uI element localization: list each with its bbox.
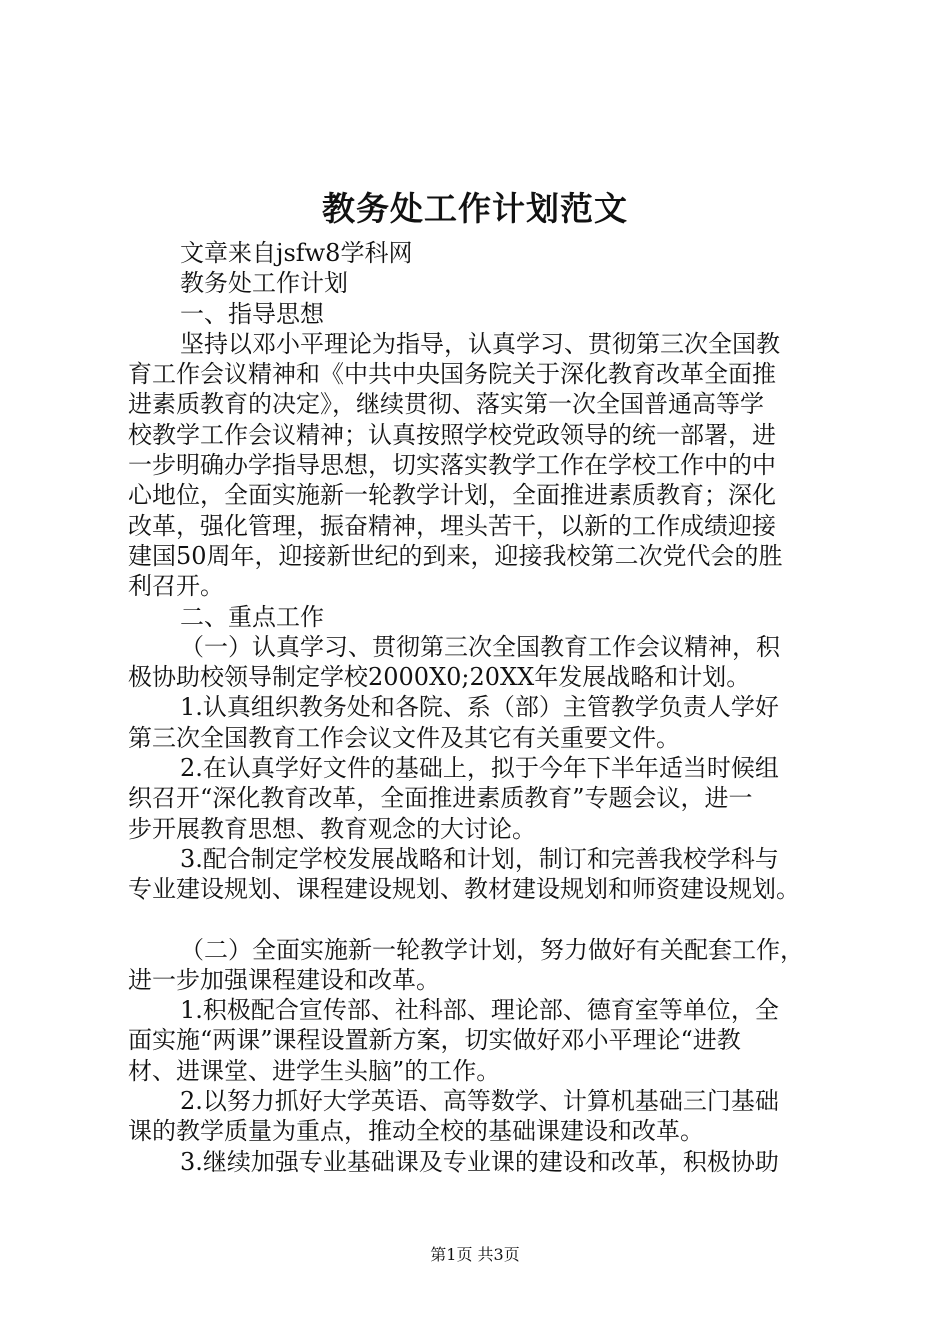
text-line: 3.配合制定学校发展战略和计划，制订和完善我校学科与 <box>180 844 779 873</box>
document-title: 教务处工作计划范文 <box>322 189 628 228</box>
paragraph-gap <box>128 905 850 935</box>
text-line: 2.在认真学好文件的基础上，拟于今年下半年适当时候组 <box>180 754 779 783</box>
text-line: 专业建设规划、课程建设规划、教材建设规划和师资建设规划。 <box>128 875 800 904</box>
section-heading: 一、指导思想 <box>180 299 324 328</box>
text-line: 教务处工作计划 <box>180 269 348 298</box>
text-line: 1.认真组织教务处和各院、系（部）主管教学负责人学好 <box>180 693 779 722</box>
text-line: 校教学工作会议精神；认真按照学校党政领导的统一部署，进 <box>128 420 776 449</box>
text-line: 心地位，全面实施新一轮教学计划，全面推进素质教育；深化 <box>128 481 776 510</box>
document-body <box>128 238 850 1177</box>
text-line: 步开展教育思想、教育观念的大讨论。 <box>128 814 536 843</box>
page-footer: 第1页 共3页 <box>430 1245 520 1264</box>
text-line: （一）认真学习、贯彻第三次全国教育工作会议精神，积 <box>180 632 780 661</box>
text-line: 文章来自jsfw8学科网 <box>180 239 413 267</box>
text-line: 坚持以邓小平理论为指导，认真学习、贯彻第三次全国教 <box>180 329 780 358</box>
text-line: 织召开“深化教育改革，全面推进素质教育”专题会议，进一 <box>128 784 753 813</box>
text-line: 3.继续加强专业基础课及专业课的建设和改革，积极协助 <box>180 1147 779 1176</box>
text-line: 建国50周年，迎接新世纪的到来，迎接我校第二次党代会的胜 <box>128 541 783 570</box>
text-line: 面实施“两课”课程设置新方案，切实做好邓小平理论“进教 <box>128 1026 741 1055</box>
text-line: 进一步加强课程建设和改革。 <box>128 965 440 994</box>
text-line: 进素质教育的决定》，继续贯彻、落实第一次全国普通高等学 <box>128 390 764 419</box>
text-line: 利召开。 <box>128 572 224 601</box>
text-line: （二）全面实施新一轮教学计划，努力做好有关配套工作， <box>180 935 804 964</box>
text-line: 育工作会议精神和《中共中央国务院关于深化教育改革全面推 <box>128 360 776 389</box>
text-line: 第三次全国教育工作会议文件及其它有关重要文件。 <box>128 723 680 752</box>
text-line: 课的教学质量为重点，推动全校的基础课建设和改革。 <box>128 1117 704 1146</box>
text-line: 2.以努力抓好大学英语、高等数学、计算机基础三门基础 <box>180 1087 779 1116</box>
text-line: 1.积极配合宣传部、社科部、理论部、德育室等单位，全 <box>180 996 779 1025</box>
text-line: 材、进课堂、进学生头脑”的工作。 <box>128 1056 501 1085</box>
text-line: 极协助校领导制定学校2000X0;20XX年发展战略和计划。 <box>128 663 751 692</box>
section-heading: 二、重点工作 <box>180 602 324 631</box>
text-line: 一步明确办学指导思想，切实落实教学工作在学校工作中的中 <box>128 451 776 480</box>
text-line: 改革，强化管理，振奋精神，埋头苦干，以新的工作成绩迎接 <box>128 511 776 540</box>
